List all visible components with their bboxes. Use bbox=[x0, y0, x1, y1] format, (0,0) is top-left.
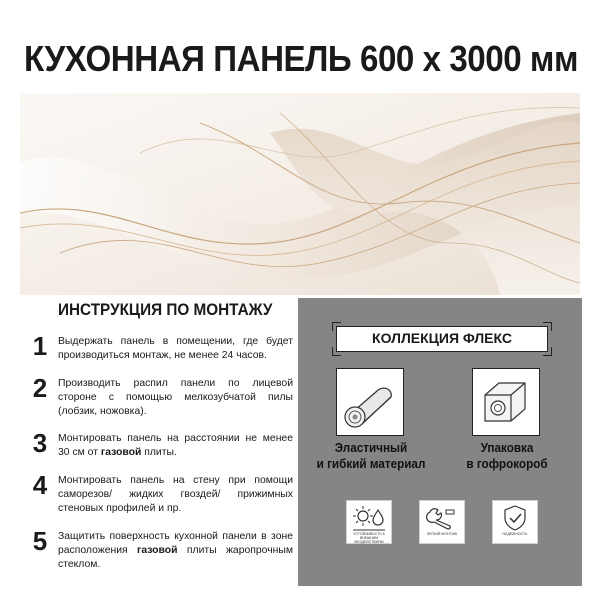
step-number: 5 bbox=[32, 526, 48, 556]
step-text: Защитить поверхность кухонной панели в зоне расположения газовой плиты жаропрочным стеклом. bbox=[58, 531, 293, 570]
collection-label bbox=[336, 326, 548, 352]
step-text: Производить распил панели по лицевой стороне с помощью мелкозубчатой пилы (лобзик, ножовка). bbox=[58, 378, 293, 417]
step-number: 1 bbox=[32, 331, 48, 361]
step-text: Монтировать панель на стену при помощи саморезов/ жидких гвоздей/ прижимных стеновых профилей и пр. bbox=[58, 475, 293, 514]
shield-check-icon: НАДЕЖНОСТЬ bbox=[492, 500, 538, 544]
step-number: 4 bbox=[32, 470, 48, 500]
box-roll-icon bbox=[472, 368, 540, 436]
instructions-heading: ИНСТРУКЦИЯ ПО МОНТАЖУ bbox=[58, 300, 273, 319]
wrench-icon: ЛЕГКИЙ МОНТАЖ bbox=[419, 500, 465, 544]
step-text: Монтировать панель на расстоянии не менее 30 см от газовой плиты. bbox=[58, 433, 293, 458]
feature-package-label: Упаковка в гофрокороб bbox=[466, 440, 548, 471]
feature-elastic-label: Эластичный и гибкий материал bbox=[316, 440, 426, 471]
step-number: 3 bbox=[32, 428, 48, 458]
page-title: КУХОННАЯ ПАНЕЛЬ 600 х 3000 мм bbox=[24, 38, 579, 79]
sun-water-icon: УСТОЙЧИВОСТЬ К ВНЕШНИМ ВОЗДЕЙСТВИЯМ bbox=[346, 500, 392, 544]
step-text: Выдержать панель в помещении, где будет производиться монтаж, не менее 24 часов. bbox=[58, 336, 293, 361]
panel-design-image bbox=[20, 93, 580, 295]
collection-label-text: КОЛЛЕКЦИЯ ФЛЕКС bbox=[372, 330, 512, 346]
rolled-sheet-icon bbox=[336, 368, 404, 436]
step-number: 2 bbox=[32, 373, 48, 403]
